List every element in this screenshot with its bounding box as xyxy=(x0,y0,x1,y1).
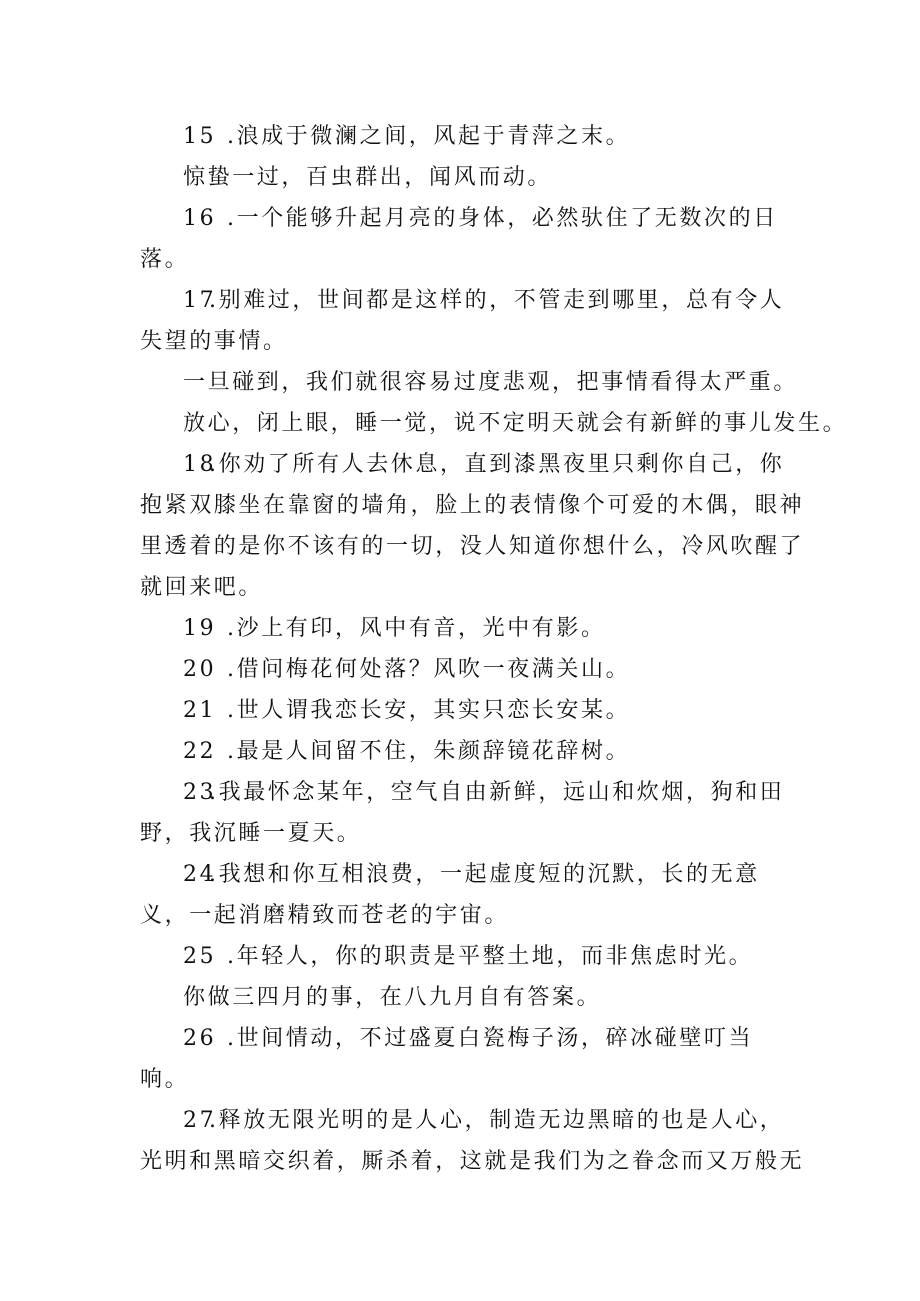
list-item xyxy=(183,1106,784,1136)
list-item xyxy=(183,942,753,972)
paragraph-line: 义，一起消磨精致而苍老的宇宙。 xyxy=(140,903,510,928)
list-item xyxy=(183,696,630,726)
list-item xyxy=(183,1024,753,1054)
paragraph-line: 响。 xyxy=(140,1067,190,1092)
list-item xyxy=(183,614,606,644)
item-text: .年轻人，你的职责是平整土地，而非焦虑时光。 xyxy=(227,944,754,969)
item-number: 24 xyxy=(183,862,217,887)
list-item xyxy=(183,286,784,316)
item-number: 19 xyxy=(183,616,217,641)
item-number: 16 xyxy=(183,206,217,231)
item-text: .释放无限光明的是人心，制造无边黑暗的也是人心， xyxy=(209,1108,785,1133)
paragraph-line: 野，我沉睡一夏天。 xyxy=(140,821,362,846)
item-number: 20 xyxy=(183,657,217,682)
paragraph-line: 一旦碰到，我们就很容易过度悲观，把事情看得太严重。 xyxy=(183,370,799,395)
list-item xyxy=(183,737,630,767)
item-number: 25 xyxy=(183,944,217,969)
item-text: .最是人间留不住，朱颜辞镜花辞树。 xyxy=(227,739,631,764)
item-text: .我想和你互相浪费，一起虚度短的沉默，长的无意 xyxy=(209,862,760,887)
item-text: .世人谓我恋长安，其实只恋长安某。 xyxy=(227,698,631,723)
paragraph-line: 惊蛰一过，百虫群出，闻风而动。 xyxy=(183,165,553,190)
paragraph-line: 抱紧双膝坐在靠窗的墙角，脸上的表情像个可爱的木偶，眼神 xyxy=(140,493,805,518)
item-number: 17 xyxy=(183,288,217,313)
list-item xyxy=(183,122,630,152)
item-number: 18 xyxy=(183,452,217,477)
item-text: .你劝了所有人去休息，直到漆黑夜里只剩你自己，你 xyxy=(209,452,785,477)
item-text: .别难过，世间都是这样的，不管走到哪里，总有令人 xyxy=(209,288,785,313)
item-text: .借问梅花何处落？风吹一夜满关山。 xyxy=(227,657,631,682)
paragraph-line: 你做三四月的事，在八九月自有答案。 xyxy=(183,985,602,1010)
list-item xyxy=(183,778,784,808)
item-text: .世间情动，不过盛夏白瓷梅子汤，碎冰碰壁叮当 xyxy=(227,1026,754,1051)
item-text: .我最怀念某年，空气自由新鲜，远山和炊烟，狗和田 xyxy=(209,780,785,805)
paragraph-line: 落。 xyxy=(140,247,190,272)
list-item xyxy=(183,450,784,480)
paragraph-line: 光明和黑暗交织着，厮杀着，这就是我们为之眷念而又万般无 xyxy=(140,1149,805,1174)
paragraph-line: 放心，闭上眼，睡一觉，说不定明天就会有新鲜的事儿发生。 xyxy=(183,411,848,436)
item-number: 26 xyxy=(183,1026,217,1051)
item-text: .浪成于微澜之间，风起于青萍之末。 xyxy=(227,124,631,149)
list-item xyxy=(183,655,630,685)
item-number: 21 xyxy=(183,698,217,723)
paragraph-line: 就回来吧。 xyxy=(140,575,264,600)
paragraph-line: 里透着的是你不该有的一切，没人知道你想什么，冷风吹醒了 xyxy=(140,534,805,559)
item-number: 22 xyxy=(183,739,217,764)
item-text: .沙上有印，风中有音，光中有影。 xyxy=(227,616,606,641)
item-number: 15 xyxy=(183,124,217,149)
list-item xyxy=(183,204,778,234)
list-item xyxy=(183,860,760,890)
paragraph-line: 失望的事情。 xyxy=(140,329,288,354)
item-text: .一个能够升起月亮的身体，必然驮住了无数次的日 xyxy=(227,206,778,231)
item-number: 27 xyxy=(183,1108,217,1133)
item-number: 23 xyxy=(183,780,217,805)
